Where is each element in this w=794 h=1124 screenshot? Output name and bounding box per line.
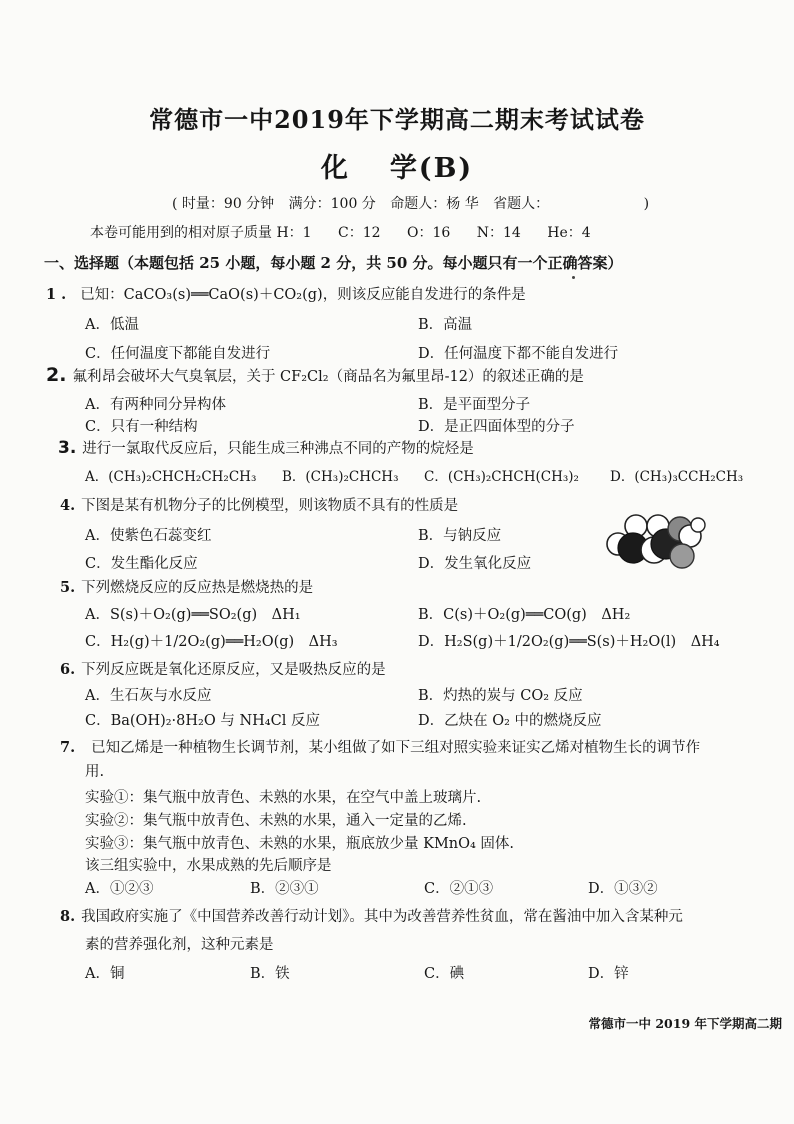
option: D．①③② bbox=[588, 881, 658, 897]
atom-mass: C：12 bbox=[338, 225, 381, 241]
meta-reviewer: 省题人： bbox=[493, 196, 550, 212]
stray-dot bbox=[572, 276, 575, 279]
question-stem: 下列燃烧反应的反应热是燃烧热的是 bbox=[81, 580, 314, 596]
option: A．①②③ bbox=[85, 881, 154, 897]
option: C．发生酯化反应 bbox=[85, 556, 198, 572]
option: D．乙炔在 O₂ 中的燃烧反应 bbox=[418, 713, 602, 729]
molecule-model-image bbox=[606, 512, 706, 574]
question-5 bbox=[60, 576, 313, 597]
experiment-line: 实验②：集气瓶中放青色、未熟的水果，通入一定量的乙烯. bbox=[85, 813, 467, 829]
question-stem: 氟利昂会破坏大气臭氧层，关于 CF₂Cl₂（商品名为氟里昂-12）的叙述正确的是 bbox=[72, 369, 584, 385]
question-7 bbox=[60, 736, 700, 757]
option: D．锌 bbox=[588, 966, 629, 982]
question-stem: 我国政府实施了《中国营养改善行动计划》。其中为改善营养性贫血，常在酱油中加入含某种元 bbox=[81, 909, 683, 925]
option: A．生石灰与水反应 bbox=[85, 688, 212, 704]
option: A．低温 bbox=[85, 317, 139, 333]
option: C．碘 bbox=[424, 966, 465, 982]
atomic-masses bbox=[90, 222, 591, 242]
option: D．(CH₃)₃CCH₂CH₃ bbox=[610, 469, 744, 485]
option: D．任何温度下都不能自发进行 bbox=[418, 346, 619, 362]
subject-char-2: 学(B) bbox=[389, 153, 474, 184]
option: D．H₂S(g)＋1/2O₂(g)══S(s)＋H₂O(l) ΔH₄ bbox=[418, 634, 720, 650]
question-number: 4. bbox=[60, 497, 76, 514]
option: A．有两种同分异构体 bbox=[85, 397, 226, 413]
meta-author: 命题人：杨 华 bbox=[390, 196, 479, 212]
option: B．与钠反应 bbox=[418, 528, 502, 544]
option: A．S(s)＋O₂(g)══SO₂(g) ΔH₁ bbox=[85, 607, 301, 623]
subject-char-1: 化 bbox=[320, 153, 350, 184]
experiment-line: 实验①：集气瓶中放青色、未熟的水果，在空气中盖上玻璃片. bbox=[85, 790, 482, 806]
option: D．是正四面体型的分子 bbox=[418, 419, 575, 435]
subject-title bbox=[0, 146, 794, 185]
option: B．铁 bbox=[250, 966, 290, 982]
experiment-line: 实验③：集气瓶中放青色、未熟的水果，瓶底放少量 KMnO₄ 固体. bbox=[85, 836, 515, 852]
section-heading: 一、选择题（本题包括 25 小题，每小题 2 分，共 50 分。每小题只有一个正确答案） bbox=[44, 254, 623, 272]
oxygen-atom bbox=[670, 544, 694, 568]
question-6 bbox=[60, 658, 386, 679]
question-stem-continued: 素的营养强化剂，这种元素是 bbox=[85, 937, 274, 953]
exam-meta bbox=[172, 193, 659, 213]
atoms-intro: 本卷可能用到的相对原子质量 H：1 bbox=[90, 225, 312, 241]
question-3 bbox=[58, 437, 474, 458]
question-number: 2. bbox=[46, 364, 67, 386]
page-footer: 常德市一中 2019 年下学期高二期 bbox=[588, 1016, 782, 1031]
question-8 bbox=[60, 905, 683, 926]
option: B．C(s)＋O₂(g)══CO(g) ΔH₂ bbox=[418, 607, 631, 623]
question-stem: 下列反应既是氧化还原反应，又是吸热反应的是 bbox=[81, 662, 386, 678]
option: C．②①③ bbox=[424, 881, 494, 897]
option: B．是平面型分子 bbox=[418, 397, 531, 413]
question-1 bbox=[46, 283, 526, 304]
meta-score: 满分：100 分 bbox=[288, 196, 376, 212]
option: D．发生氧化反应 bbox=[418, 556, 532, 572]
option: C．任何温度下都能自发进行 bbox=[85, 346, 271, 362]
option: A．使紫色石蕊变红 bbox=[85, 528, 212, 544]
question-number: 3. bbox=[58, 438, 77, 458]
question-stem: 进行一氯取代反应后，只能生成三种沸点不同的产物的烷烃是 bbox=[82, 441, 474, 457]
question-stem: 已知：CaCO₃(s)══CaO(s)＋CO₂(g)，则该反应能自发进行的条件是 bbox=[80, 287, 526, 303]
question-number: 8. bbox=[60, 908, 76, 925]
hydrogen-atom bbox=[691, 518, 705, 532]
option: C．(CH₃)₂CHCH(CH₃)₂ bbox=[424, 469, 579, 485]
option: C．只有一种结构 bbox=[85, 419, 198, 435]
meta-time: ( 时量：90 分钟 bbox=[172, 196, 275, 212]
option: B．②③① bbox=[250, 881, 319, 897]
option: B．灼热的炭与 CO₂ 反应 bbox=[418, 688, 583, 704]
question-number: 7. bbox=[60, 739, 76, 756]
question-stem-continued: 用. bbox=[85, 764, 105, 780]
question-4 bbox=[60, 494, 458, 515]
option: B．(CH₃)₂CHCH₃ bbox=[282, 469, 399, 485]
question-stem: 下图是某有机物分子的比例模型，则该物质不具有的性质是 bbox=[81, 498, 459, 514]
question-2 bbox=[46, 364, 584, 386]
option: B．高温 bbox=[418, 317, 473, 333]
option: C．H₂(g)＋1/2O₂(g)══H₂O(g) ΔH₃ bbox=[85, 634, 338, 650]
question-number: 5. bbox=[60, 579, 76, 596]
exam-title: 常德市一中2019年下学期高二期末考试试卷 bbox=[149, 105, 645, 134]
meta-close: ) bbox=[643, 196, 650, 212]
atom-mass: O：16 bbox=[407, 225, 451, 241]
question-stem: 已知乙烯是一种植物生长调节剂，某小组做了如下三组对照实验来证实乙烯对植物生长的调节作 bbox=[91, 740, 701, 756]
question-ask: 该三组实验中，水果成熟的先后顺序是 bbox=[85, 858, 332, 874]
question-number: 1 . bbox=[46, 286, 67, 303]
option: A．铜 bbox=[85, 966, 125, 982]
option: A．(CH₃)₂CHCH₂CH₂CH₃ bbox=[85, 469, 257, 485]
option: C．Ba(OH)₂·8H₂O 与 NH₄Cl 反应 bbox=[85, 713, 320, 729]
atom-mass: He：4 bbox=[547, 225, 591, 241]
atom-mass: N：14 bbox=[476, 225, 521, 241]
question-number: 6. bbox=[60, 661, 76, 678]
